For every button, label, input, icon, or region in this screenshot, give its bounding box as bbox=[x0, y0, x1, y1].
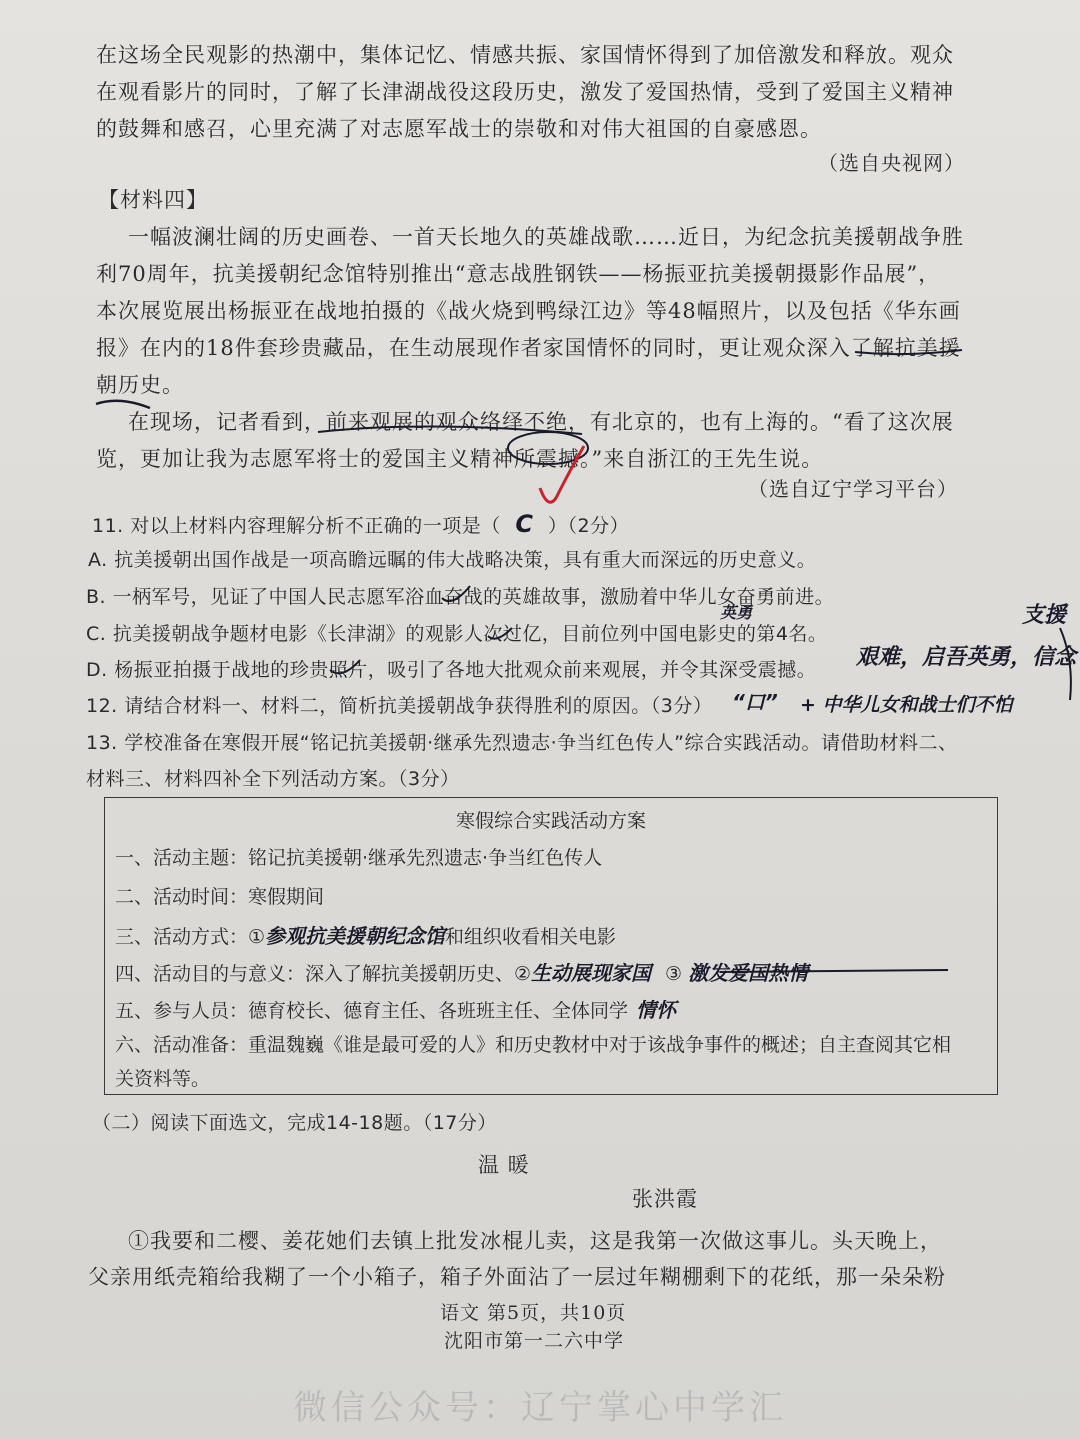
source-liaoning: （选自辽宁学习平台） bbox=[748, 477, 958, 501]
handwritten-side-top: 支援 bbox=[1022, 603, 1067, 628]
plan-mark-3: ③ bbox=[665, 963, 683, 985]
plan-handwritten-1: 参观抗美援朝纪念馆 bbox=[265, 924, 446, 948]
material4-line-3: 本次展览展出杨振亚在战地拍摄的《战火烧到鸭绿江边》等48幅照片，以及包括《华东画 bbox=[96, 299, 961, 323]
q11-handwritten-answer: C bbox=[515, 510, 534, 538]
plan-row-prep: 六、活动准备：重温魏巍《谁是最可爱的人》和历史教材中对于该战争事件的概述；自主查阅其它相 bbox=[115, 1034, 952, 1056]
plan-row-method-tail: 和组织收看相关电影 bbox=[445, 926, 617, 948]
plan-handwritten-extra: 情怀 bbox=[636, 998, 677, 1022]
footer-page-info: 语文 第5页，共10页 bbox=[440, 1302, 627, 1324]
article-title: 温 暖 bbox=[478, 1153, 530, 1177]
question-11 bbox=[92, 509, 629, 541]
plan-handwritten-2: 生动展现家国 bbox=[531, 961, 652, 985]
article-para1-line2: 父亲用纸壳箱给我糊了一个小箱子，箱子外面沾了一层过年糊棚剩下的花纸，那一朵朵粉 bbox=[88, 1265, 946, 1289]
article-para1-line1: ①我要和二樱、姜花她们去镇上批发冰棍儿卖，这是我第一次做这事儿。头天晚上， bbox=[128, 1229, 942, 1253]
option-d: D. 杨振亚拍摄于战地的珍贵照片，吸引了各地大批观众前来观展，并令其深受震撼。 bbox=[86, 659, 817, 681]
material4-line-7: 览，更加让我为志愿军将士的爱国主义精神所震撼。”来自浙江的王先生说。 bbox=[96, 447, 824, 471]
material4-line-6: 在现场，记者看到，前来观展的观众络绎不绝，有北京的，也有上海的。“看了这次展 bbox=[128, 410, 954, 434]
question-13-line-2: 材料三、材料四补全下列活动方案。（3分） bbox=[86, 768, 460, 790]
material4-heading: 【材料四】 bbox=[98, 188, 208, 212]
question-13-line-1: 13. 学校准备在寒假开展“铭记抗美援朝·继承先烈遗志·争当红色传人”综合实践活动。请借助材料二、 bbox=[86, 732, 958, 754]
section2-intro: （二）阅读下面选文，完成14-18题。（17分） bbox=[92, 1112, 497, 1134]
option-b: B. 一柄军号，见证了中国人民志愿军浴血奋战的英雄故事，激励着中华儿女奋勇前进。 bbox=[86, 586, 835, 608]
plan-row-method-label: 三、活动方式：① bbox=[115, 926, 266, 948]
question-11-stem: 11. 对以上材料内容理解分析不正确的一项是（ bbox=[92, 515, 501, 537]
watermark: 微信公众号：辽宁掌心中学汇 bbox=[293, 1388, 787, 1428]
source-cctv: （选自央视网） bbox=[818, 151, 965, 175]
plan-handwritten-3: 激发爱国热情 bbox=[688, 961, 809, 985]
material4-line-5: 朝历史。 bbox=[96, 373, 184, 397]
plan-row-method bbox=[115, 920, 616, 949]
plan-row-purpose-label: 四、活动目的与意义：深入了解抗美援朝历史、② bbox=[115, 963, 532, 985]
passage-line-3: 的鼓舞和感召，心里充满了对志愿军战士的崇敬和对伟大祖国的自豪感恩。 bbox=[96, 117, 822, 141]
article-author: 张洪霞 bbox=[632, 1187, 698, 1211]
plan-row-purpose bbox=[115, 957, 808, 986]
option-c: C. 抗美援朝战争题材电影《长津湖》的观影人次过亿，目前位列中国电影史的第4名。 bbox=[86, 623, 828, 645]
material4-line-4: 报》在内的18件套珍贵藏品，在生动展现作者家国情怀的同时，更让观众深入了解抗美援 bbox=[96, 336, 961, 360]
handwritten-q12-b: + 中华儿女和战士们不怕 bbox=[800, 694, 1013, 716]
activity-plan-box bbox=[104, 797, 998, 1095]
material4-line-2: 利70周年，抗美援朝纪念馆特别推出“意志战胜钢铁——杨振亚抗美援朝摄影作品展”， bbox=[96, 262, 941, 286]
handwritten-side-note: 艰难，启吾英勇，信念 bbox=[856, 645, 1077, 670]
question-11-score: ）（2分） bbox=[547, 515, 630, 537]
handwritten-b-note: 英勇 bbox=[720, 603, 753, 622]
plan-title: 寒假综合实践活动方案 bbox=[455, 810, 646, 832]
plan-row-participants bbox=[115, 994, 676, 1023]
material4-line-1: 一幅波澜壮阔的历史画卷、一首天长地久的英雄战歌……近日，为纪念抗美援朝战争胜 bbox=[128, 225, 964, 249]
handwritten-q12-a: “口” bbox=[732, 690, 778, 714]
plan-row-participants-text: 五、参与人员：德育校长、德育主任、各班班主任、全体同学 bbox=[115, 1000, 629, 1022]
plan-row-time: 二、活动时间：寒假期间 bbox=[115, 886, 325, 908]
question-12: 12. 请结合材料一、材料二，简析抗美援朝战争获得胜利的原因。（3分） bbox=[86, 695, 713, 717]
passage-line-1: 在这场全民观影的热潮中，集体记忆、情感共振、家国情怀得到了加倍激发和释放。观众 bbox=[96, 43, 954, 67]
option-a: A. 抗美援朝出国作战是一项高瞻远瞩的伟大战略决策，具有重大而深远的历史意义。 bbox=[88, 549, 817, 571]
footer-school: 沈阳市第一二六中学 bbox=[444, 1330, 625, 1352]
passage-line-2: 在观看影片的同时，了解了长津湖战役这段历史，激发了爱国热情，受到了爱国主义精神 bbox=[96, 80, 954, 104]
plan-row-prep-cont: 关资料等。 bbox=[115, 1068, 211, 1090]
plan-row-theme: 一、活动主题：铭记抗美援朝·继承先烈遗志·争当红色传人 bbox=[115, 847, 603, 869]
